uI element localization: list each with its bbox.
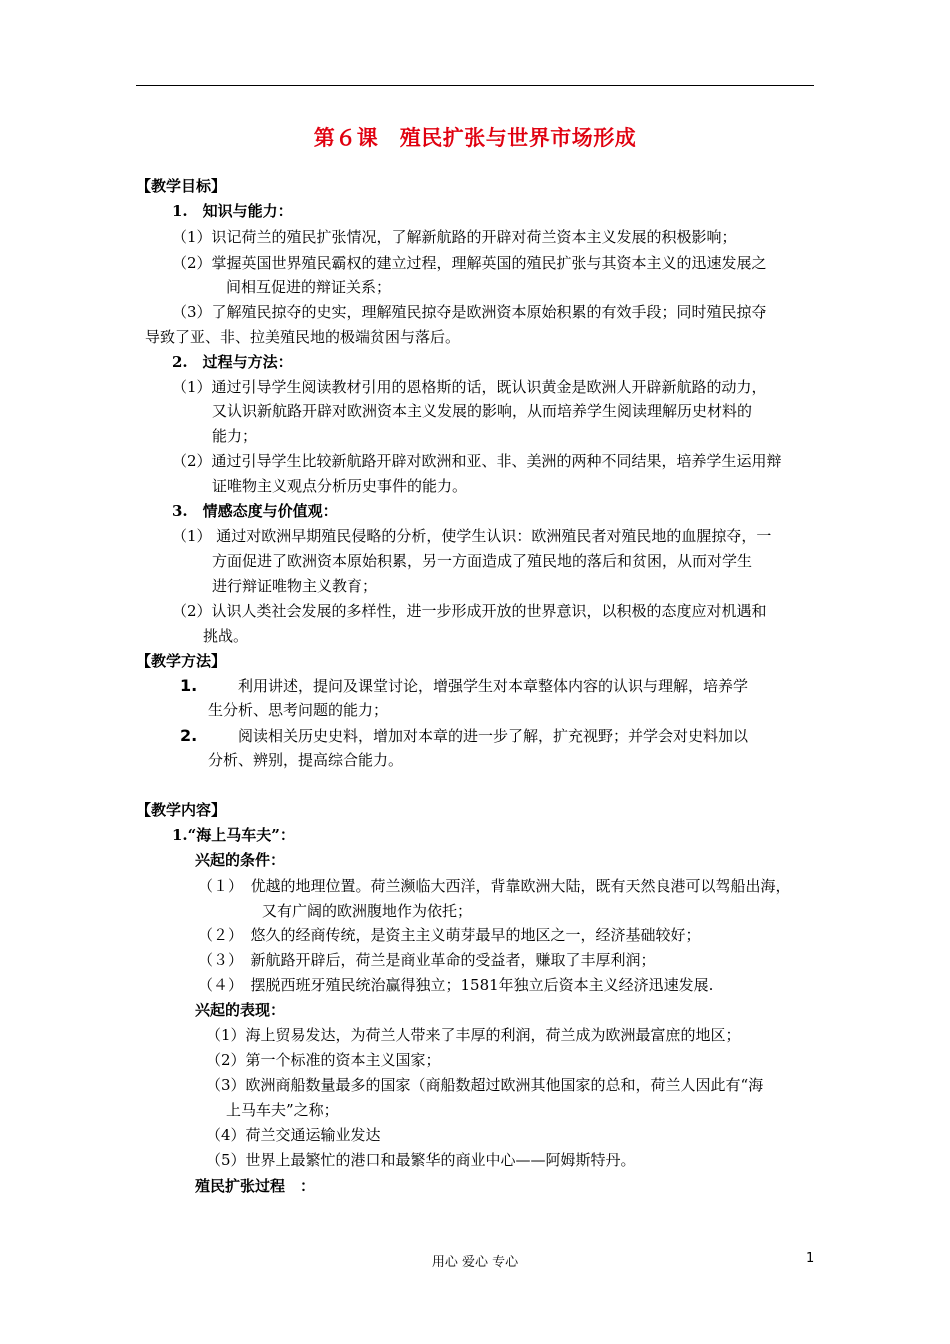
methods-num-1: 1. — [180, 676, 198, 695]
methods-item-2: 阅读相关历史史料，增加对本章的进一步了解，扩充视野；并学会对史料加以 — [238, 727, 749, 745]
goals-s1-item-3: （3）了解殖民掠夺的史实，理解殖民掠夺是欧洲资本原始积累的有效手段；同时殖民掠夺 — [172, 303, 767, 321]
lesson-title: 第６课 殖民扩张与世界市场形成 — [313, 125, 637, 150]
goals-s2-item-1-cont-2: 能力； — [212, 427, 258, 445]
condition-1-cont: 又有广阔的欧洲腹地作为依托； — [262, 902, 473, 920]
goals-s2-item-2: （2）通过引导学生比较新航路开辟对欧洲和亚、非、美洲的两种不同结果，培养学生运用辩 — [172, 452, 782, 470]
condition-1: （１） 优越的地理位置。荷兰濒临大西洋，背靠欧洲大陆，既有天然良港可以驾船出海， — [198, 877, 791, 895]
goals-s3-item-2: （2）认识人类社会发展的多样性，进一步形成开放的世界意识，以积极的态度应对机遇和 — [172, 602, 767, 620]
goals-s3-item-2-cont: 挑战。 — [203, 627, 249, 645]
page-number: 1 — [806, 1251, 815, 1266]
performance-3: （3）欧洲商船数量最多的国家（商船数超过欧洲其他国家的总和，荷兰人因此有“海 — [206, 1076, 764, 1094]
performance-1: （1）海上贸易发达，为荷兰人带来了丰厚的利润，荷兰成为欧洲最富庶的地区； — [206, 1026, 741, 1044]
goals-s2-item-1-cont: 又认识新航路开辟对欧洲资本主义发展的影响，从而培养学生阅读理解历史材料的 — [212, 402, 753, 420]
header-rule — [136, 85, 814, 86]
performance-5: （5）世界上最繁忙的港口和最繁华的商业中心——阿姆斯特丹。 — [206, 1151, 636, 1169]
goals-s1-item-2: （2）掌握英国世界殖民霸权的建立过程，理解英国的殖民扩张与其资本主义的迅速发展之 — [172, 254, 767, 272]
goals-s1-item-1: （1）识记荷兰的殖民扩张情况，了解新航路的开辟对荷兰资本主义发展的积极影响； — [172, 228, 737, 246]
content-heading: 【教学内容】 — [136, 801, 227, 819]
goals-s3-item-1: （1） 通过对欧洲早期殖民侵略的分析，使学生认识：欧洲殖民者对殖民地的血腥掠夺，一 — [172, 527, 772, 545]
content-section-1-title: 1.“海上马车夫”： — [172, 826, 295, 844]
methods-item-1: 利用讲述，提问及课堂讨论，增强学生对本章整体内容的认识与理解，培养学 — [238, 677, 749, 695]
performance-4: （4）荷兰交通运输业发达 — [206, 1126, 381, 1144]
footer-motto: 用心 爱心 专心 — [431, 1255, 519, 1270]
goals-section-2-title: 2. 过程与方法： — [172, 353, 293, 371]
methods-heading: 【教学方法】 — [136, 652, 227, 670]
condition-2: （２） 悠久的经商传统，是资主主义萌芽最早的地区之一，经济基础较好； — [198, 926, 701, 944]
condition-3: （３） 新航路开辟后，荷兰是商业革命的受益者，赚取了丰厚利润； — [198, 951, 656, 969]
condition-4: （４） 摆脱西班牙殖民统治赢得独立；1581年独立后资本主义经济迅速发展. — [198, 976, 714, 994]
goals-s2-item-2-cont: 证唯物主义观点分析历史事件的能力。 — [212, 477, 468, 495]
performance-2: （2）第一个标准的资本主义国家； — [206, 1051, 441, 1069]
goals-section-3-title: 3. 情感态度与价值观： — [172, 502, 338, 520]
expansion-title: 殖民扩张过程 ： — [195, 1177, 316, 1195]
goals-s2-item-1: （1）通过引导学生阅读教材引用的恩格斯的话，既认识黄金是欧洲人开辟新航路的动力， — [172, 378, 767, 396]
methods-item-1-cont: 生分析、思考问题的能力； — [208, 701, 389, 719]
performance-3-cont: 上马车夫”之称； — [226, 1101, 339, 1119]
goals-section-1-title: 1. 知识与能力： — [172, 202, 293, 220]
goals-heading: 【教学目标】 — [136, 177, 227, 195]
methods-item-2-cont: 分析、辨别，提高综合能力。 — [208, 751, 404, 769]
conditions-title: 兴起的条件： — [195, 851, 286, 869]
goals-s3-item-1-cont-2: 进行辩证唯物主义教育； — [212, 577, 378, 595]
goals-s1-item-2-cont: 间相互促进的辩证关系； — [226, 278, 392, 296]
goals-s3-item-1-cont: 方面促进了欧洲资本原始积累，另一方面造成了殖民地的落后和贫困，从而对学生 — [212, 552, 753, 570]
goals-s1-item-3-cont: 导致了亚、非、拉美殖民地的极端贫困与落后。 — [145, 328, 461, 346]
methods-num-2: 2. — [180, 726, 198, 745]
performance-title: 兴起的表现： — [195, 1001, 286, 1019]
